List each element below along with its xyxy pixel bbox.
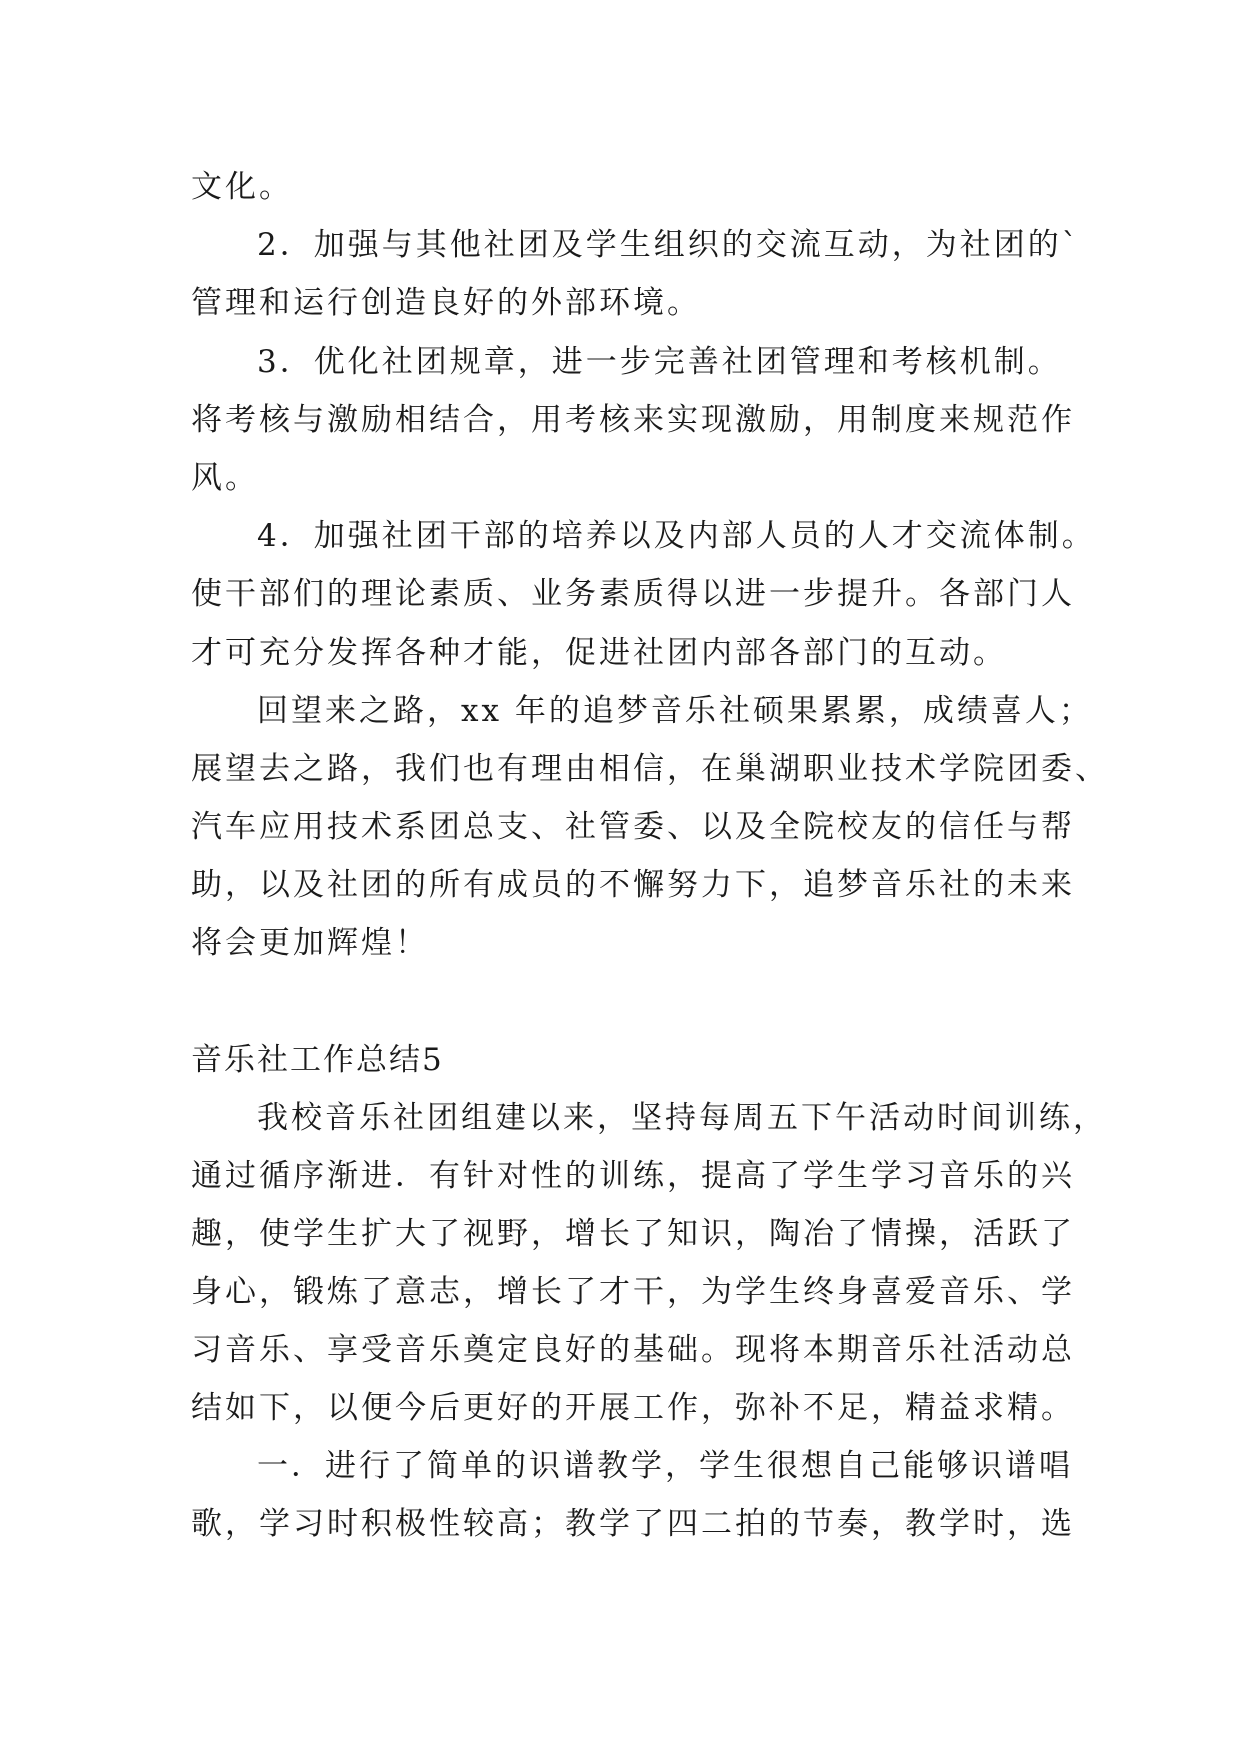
paragraph-line: 趣，使学生扩大了视野，增长了知识，陶冶了情操，活跃了 xyxy=(191,1216,1075,1252)
paragraph-line: 3．优化社团规章，进一步完善社团管理和考核机制。 xyxy=(257,344,1062,380)
paragraph-line: 文化。 xyxy=(191,169,293,205)
paragraph-line: 使干部们的理论素质、业务素质得以进一步提升。各部门人 xyxy=(191,576,1075,612)
paragraph-line: 助，以及社团的所有成员的不懈努力下，追梦音乐社的未来 xyxy=(191,867,1075,903)
paragraph-line: 才可充分发挥各种才能，促进社团内部各部门的互动。 xyxy=(191,635,1007,671)
paragraph-line: 2．加强与其他社团及学生组织的交流互动，为社团的` xyxy=(257,227,1081,263)
paragraph-line: 将会更加辉煌！ xyxy=(191,925,429,961)
paragraph-line: 习音乐、享受音乐奠定良好的基础。现将本期音乐社活动总 xyxy=(191,1332,1075,1368)
paragraph-line: 4．加强社团干部的培养以及内部人员的人才交流体制。 xyxy=(257,518,1096,554)
paragraph-line: 汽车应用技术系团总支、社管委、以及全院校友的信任与帮 xyxy=(191,809,1075,845)
paragraph-line: 结如下，以便今后更好的开展工作，弥补不足，精益求精。 xyxy=(191,1390,1075,1426)
paragraph-line: 将考核与激励相结合，用考核来实现激励，用制度来规范作 xyxy=(191,402,1075,438)
paragraph-line: 回望来之路，xx 年的追梦音乐社硕果累累，成绩喜人； xyxy=(257,693,1093,729)
paragraph-line: 展望去之路，我们也有理由相信，在巢湖职业技术学院团委、 xyxy=(191,751,1109,787)
paragraph-line: 我校音乐社团组建以来，坚持每周五下午活动时间训练， xyxy=(257,1100,1107,1136)
paragraph-line: 通过循序渐进．有针对性的训练，提高了学生学习音乐的兴 xyxy=(191,1158,1075,1194)
paragraph-line: 风。 xyxy=(191,460,259,496)
paragraph-line: 管理和运行创造良好的外部环境。 xyxy=(191,285,701,321)
paragraph-line: 歌，学习时积极性较高；教学了四二拍的节奏，教学时，选 xyxy=(191,1506,1075,1542)
section-heading: 音乐社工作总结5 xyxy=(191,1042,444,1078)
paragraph-line: 一．进行了简单的识谱教学，学生很想自己能够识谱唱 xyxy=(257,1448,1073,1484)
paragraph-line: 身心，锻炼了意志，增长了才干，为学生终身喜爱音乐、学 xyxy=(191,1274,1075,1310)
